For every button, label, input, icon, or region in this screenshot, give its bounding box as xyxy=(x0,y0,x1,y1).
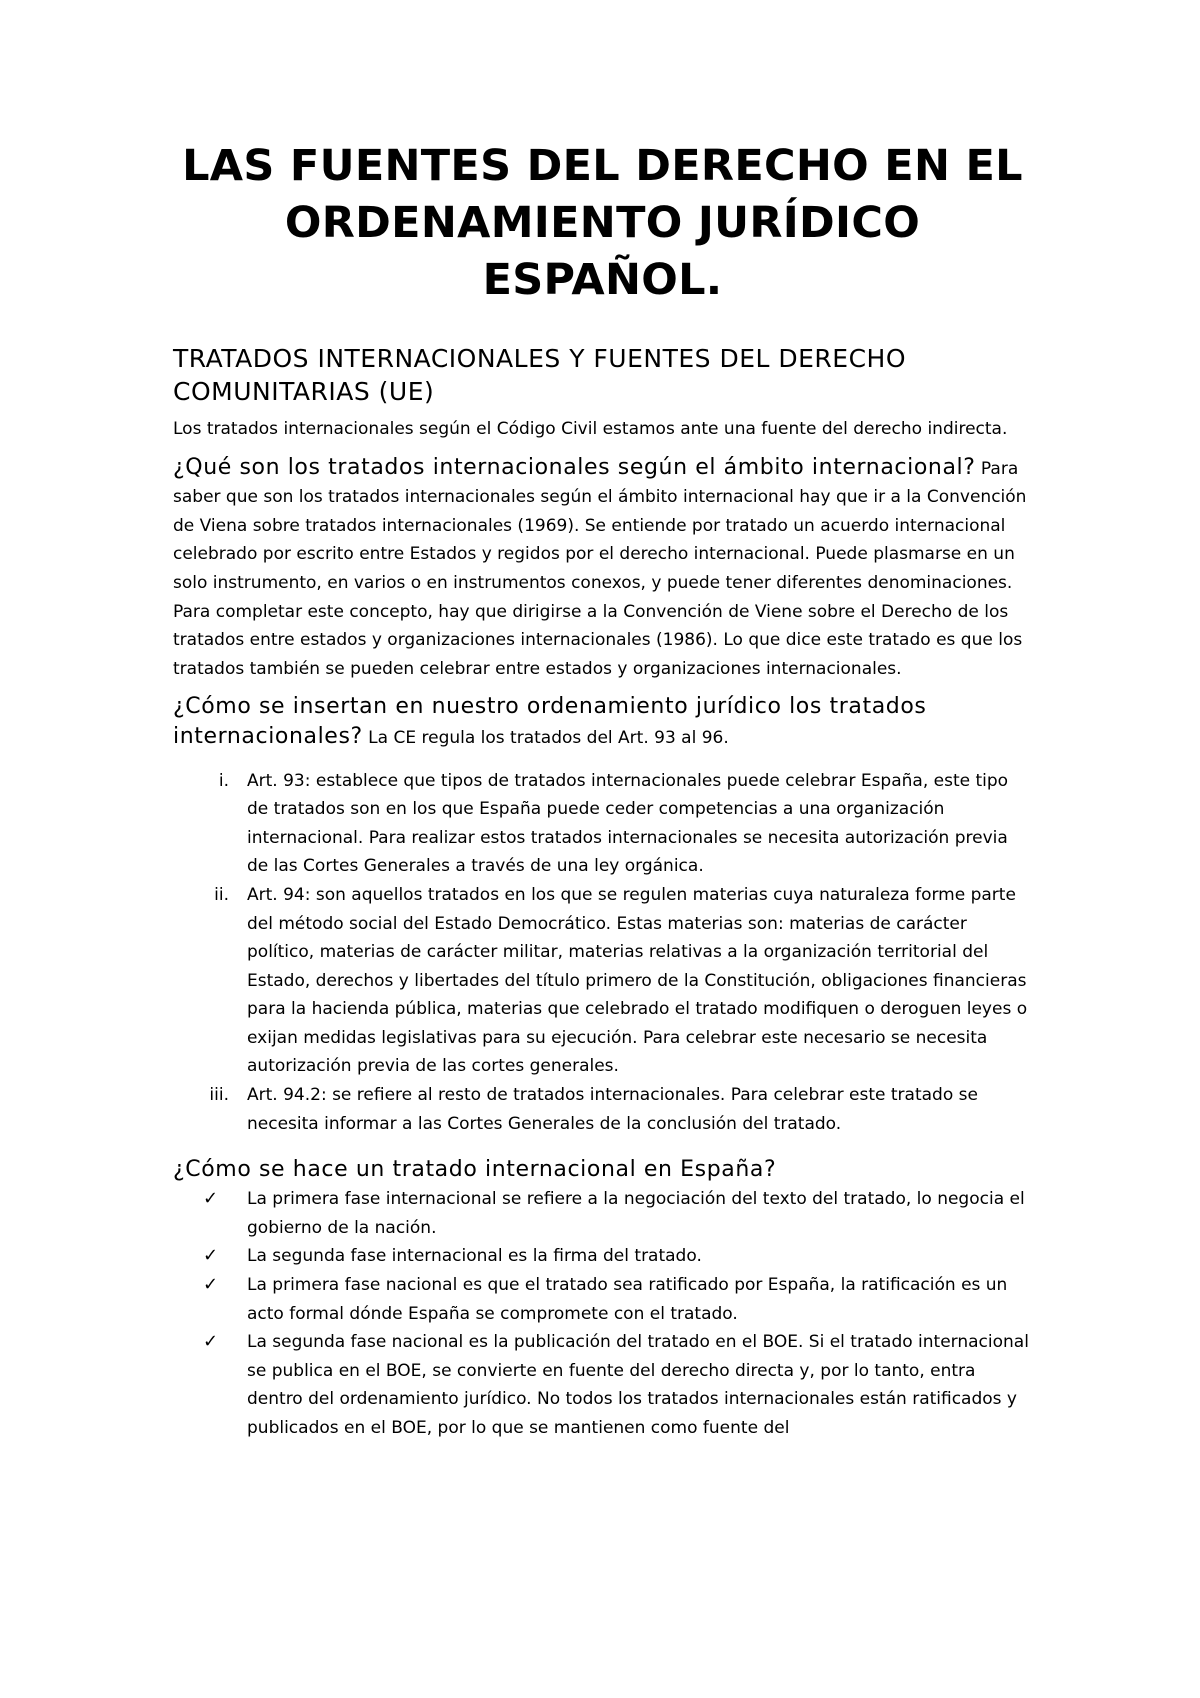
list-item xyxy=(173,1328,1032,1442)
list-item-text: La primera fase internacional se refiere a la negociación del texto del tratado, lo negocia el gobierno de la nación. xyxy=(247,1189,1025,1238)
answer-2: La CE regula los tratados del Art. 93 al 96. xyxy=(362,727,729,748)
list-item-text: La segunda fase nacional es la publicación del tratado en el BOE. Si el tratado internacional se publica en el BOE, se convierte en fuente del derecho directa y, por lo tanto, entra dentro del ordenamiento jurídico. No todos los tratados internacionales están ratificados y publicados en el BOE, por lo que se mantienen como fuente del xyxy=(247,1332,1029,1438)
article-list xyxy=(173,767,1032,1139)
list-item xyxy=(173,1271,1032,1328)
list-item-number: i. xyxy=(218,770,229,791)
list-item-text: Art. 94: son aquellos tratados en los que se regulen materias cuya naturaleza forme parte del método social del Estado Democrático. Estas materias son: materias de carácter político, materias de carácter militar, materias relativas a la organización territorial del Estado, derechos y libertades del título primero de la Constitución, obligaciones financieras para la hacienda pública, materias que celebrado el tratado modifiquen o deroguen leyes o exijan medidas legislativas para su ejecución. Para celebrar este necesario se necesita autorización previa de las cortes generales. xyxy=(247,884,1028,1077)
list-item-text: La segunda fase internacional es la firma del tratado. xyxy=(247,1246,702,1267)
intro-paragraph: Los tratados internacionales según el Código Civil estamos ante una fuente del derecho indirecta. xyxy=(173,419,1008,439)
document-title: LAS FUENTES DEL DERECHO EN EL ORDENAMIENTO JURÍDICO ESPAÑOL. xyxy=(182,141,1023,305)
list-item xyxy=(173,767,1032,881)
question-3-heading: ¿Cómo se hace un tratado internacional en España? xyxy=(173,1157,777,1183)
question-paragraph-1 xyxy=(173,454,1032,684)
phase-list xyxy=(173,1185,1032,1442)
list-item-text: Art. 93: establece que tipos de tratados internacionales puede celebrar España, este tipo de tratados son en los que España puede ceder competencias a una organización internacional. Para realizar estos tratados internacionales se necesita autorización previa de las Cortes Generales a través de una ley orgánica. xyxy=(247,770,1009,877)
list-item xyxy=(173,881,1032,1081)
list-item-text: La primera fase nacional es que el tratado sea ratificado por España, la ratificación es un acto formal dónde España se compromete con el tratado. xyxy=(247,1275,1008,1324)
answer-1: Para saber que son los tratados internacionales según el ámbito internacional hay que ir a la Convención de Viena sobre tratados internacionales (1969). Se entiende por tratado un acuerdo internacional celebrado por escrito entre Estados y regidos por el derecho internacional. Puede plasmarse en un solo instrumento, en varios o en instrumentos conexos, y puede tener diferentes denominaciones. Para completar este concepto, hay que dirigirse a la Convención de Viene sobre el Derecho de los tratados entre estados y organizaciones internacionales (1986). Lo que dice este tratado es que los tratados también se pueden celebrar entre estados y organizaciones internacionales. xyxy=(173,458,1027,679)
checkmark-icon: ✓ xyxy=(203,1274,219,1296)
checkmark-icon: ✓ xyxy=(203,1188,219,1210)
list-item xyxy=(173,1081,1032,1138)
section-heading: TRATADOS INTERNACIONALES Y FUENTES DEL DERECHO COMUNITARIAS (UE) xyxy=(173,344,907,406)
checkmark-icon: ✓ xyxy=(203,1331,219,1353)
list-item-text: Art. 94.2: se refiere al resto de tratados internacionales. Para celebrar este tratado se necesita informar a las Cortes Generales de la conclusión del tratado. xyxy=(247,1085,978,1134)
checkmark-icon: ✓ xyxy=(203,1245,219,1267)
list-item-number: iii. xyxy=(209,1085,229,1106)
list-item xyxy=(173,1185,1032,1242)
question-paragraph-2 xyxy=(173,693,1032,752)
question-1: ¿Qué son los tratados internacionales según el ámbito internacional? xyxy=(173,454,976,480)
list-item xyxy=(173,1242,1032,1271)
question-2: ¿Cómo se insertan en nuestro ordenamiento jurídico los tratados internacionales? xyxy=(173,694,927,749)
list-item-number: ii. xyxy=(214,884,229,905)
